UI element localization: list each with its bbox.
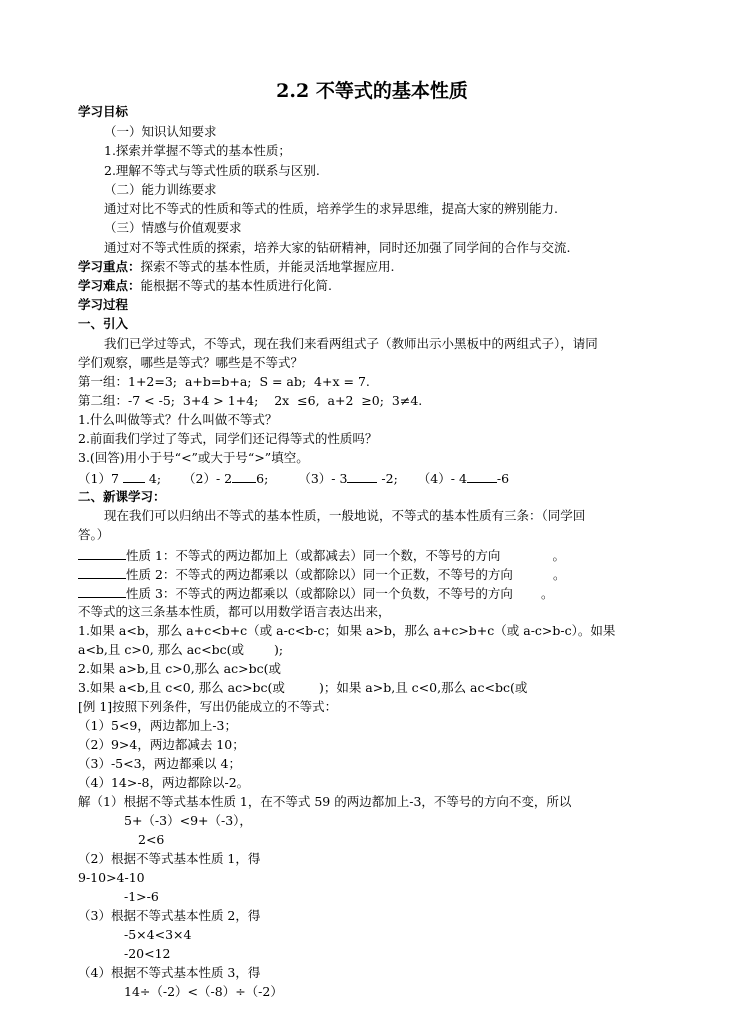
knowledge-item-1: 1.探索并掌握不等式的基本性质；	[104, 143, 291, 158]
new-lesson-intro-line-1: 现在我们可以归纳出不等式的基本性质，一般地说，不等式的基本性质有三条：（同学回	[104, 508, 586, 523]
difficulty-label: 学习难点：	[78, 278, 141, 293]
ability-heading: （二）能力训练要求	[104, 182, 217, 197]
knowledge-heading: （一）知识认知要求	[104, 124, 217, 139]
question-3: 3.(回答)用小于号“<”或大于号“>”填空。	[78, 450, 309, 465]
example-condition-4: （4）14>-8，两边都除以-2。	[78, 775, 250, 790]
fill-1-blank[interactable]	[123, 470, 145, 483]
focus-label: 学习重点：	[78, 259, 141, 274]
knowledge-item-2: 2.理解不等式与等式性质的联系与区别.	[104, 163, 320, 178]
property-1-lead-blank[interactable]	[78, 547, 126, 560]
property-3-lead-blank[interactable]	[78, 585, 126, 598]
fill-1-right: 4;	[144, 471, 162, 486]
ability-text: 通过对比不等式的性质和等式的性质，培养学生的求异思维，提高大家的辨别能力.	[104, 201, 558, 216]
example-condition-1: （1）5<9，两边都加上-3；	[78, 718, 238, 733]
intro-heading: 一、引入	[78, 316, 129, 331]
example-condition-2: （2）9>4，两边都减去 10；	[78, 737, 245, 752]
solution-4-line: （4）根据不等式基本性质 3，得	[78, 965, 261, 980]
solution-2-equation-2: -1>-6	[124, 889, 159, 904]
new-lesson-heading: 二、新课学习：	[78, 489, 166, 504]
emotion-heading: （三）情感与价值观要求	[104, 220, 242, 235]
math-language-line: 不等式的这三条基本性质，都可以用数学语言表达出来，	[78, 604, 391, 619]
fill-4-right: -6	[496, 471, 510, 486]
intro-paragraph-line-1: 我们已学过等式，不等式，现在我们来看两组式子（教师出示小黑板中的两组式子），请同	[104, 336, 598, 351]
property-2-text: 性质 2：不等式的两边都乘以（或都除以）同一个正数，不等号的方向	[126, 567, 513, 582]
example-heading: [例 1]按照下列条件，写出仍能成立的不等式：	[78, 699, 338, 714]
fill-3-left: （3）- 3	[298, 471, 348, 486]
group-1: 第一组：1+2=3; a+b=b+a; S = ab; 4+x = 7.	[78, 374, 370, 389]
focus-text: 探索不等式的基本性质，并能灵活地掌握应用.	[140, 259, 395, 274]
fill-2-left: （2）- 2	[183, 471, 233, 486]
solution-1-equation-2: 2<6	[138, 832, 165, 847]
fill-in-row	[78, 470, 509, 487]
solution-2-equation-1: 9-10>4-10	[78, 870, 145, 885]
property-2-end: 。	[552, 567, 566, 582]
group-2: 第二组：-7 < -5; 3+4 > 1+4; 2x ≤6, a+2 ≥0; 3≠4.	[78, 393, 423, 408]
property-1-end: 。	[552, 548, 565, 563]
property-3	[78, 585, 553, 602]
difficulty-text: 能根据不等式的基本性质进行化简.	[140, 278, 332, 293]
question-2: 2.前面我们学过了等式，同学们还记得等式的性质吗？	[78, 431, 378, 446]
fill-4-left: （4）- 4	[417, 471, 467, 486]
fill-1-left: （1）7	[78, 471, 123, 486]
solution-3-line: （3）根据不等式基本性质 2，得	[78, 908, 261, 923]
example-condition-3: （3）-5<3，两边都乘以 4；	[78, 756, 241, 771]
fill-2-blank[interactable]	[232, 470, 256, 483]
property-2-lead-blank[interactable]	[78, 566, 126, 579]
fill-2-right: 6;	[256, 471, 269, 486]
fill-4-blank[interactable]	[467, 470, 497, 483]
process-heading: 学习过程	[78, 297, 129, 312]
emotion-text: 通过对不等式性质的探索，培养大家的钻研精神，同时还加强了同学间的合作与交流.	[104, 240, 571, 255]
question-1: 1.什么叫做等式？什么叫做不等式？	[78, 412, 278, 427]
solution-2-line: （2）根据不等式基本性质 1，得	[78, 851, 261, 866]
property-1-math-line-2: a<b,且 c>0, 那么 ac<bc(或 );	[78, 642, 284, 657]
property-3-end: 。	[540, 586, 554, 601]
property-1-math-line-1: 1.如果 a<b，那么 a+c<b+c（或 a-c<b-c；如果 a>b，那么 a+c>b+c（或 a-c>b-c）。如果	[78, 623, 616, 638]
property-3-math: 3.如果 a<b,且 c<0, 那么 ac>bc(或 )；如果 a>b,且 c<0,那么 ac<bc(或	[78, 680, 528, 695]
difficulty-row	[78, 278, 332, 294]
property-2-math: 2.如果 a>b,且 c>0,那么 ac>bc(或	[78, 661, 281, 676]
page-title: 2.2 不等式的基本性质	[276, 80, 468, 102]
focus-row	[78, 259, 395, 275]
fill-3-blank[interactable]	[347, 470, 377, 483]
property-3-text: 性质 3：不等式的两边都乘以（或都除以）同一个负数，不等号的方向	[126, 586, 513, 601]
property-1	[78, 547, 565, 564]
solution-1-line: 解（1）根据不等式基本性质 1，在不等式 59 的两边都加上-3，不等号的方向不变，所以	[78, 794, 572, 809]
intro-paragraph-line-2: 学们观察，哪些是等式？哪些是不等式？	[78, 355, 304, 370]
new-lesson-intro-line-2: 答。）	[78, 527, 110, 542]
property-2	[78, 566, 565, 583]
solution-1-equation-1: 5+（-3）<9+（-3），	[124, 813, 252, 828]
fill-3-right: -2;	[377, 471, 398, 486]
solution-3-equation-2: -20<12	[124, 946, 171, 961]
solution-4-equation-1: 14÷（-2）<（-8）÷（-2）	[124, 984, 283, 999]
solution-3-equation-1: -5×4<3×4	[124, 927, 192, 942]
objectives-heading: 学习目标	[78, 104, 129, 119]
property-1-text: 性质 1：不等式的两边都加上（或都减去）同一个数，不等号的方向	[126, 548, 501, 563]
